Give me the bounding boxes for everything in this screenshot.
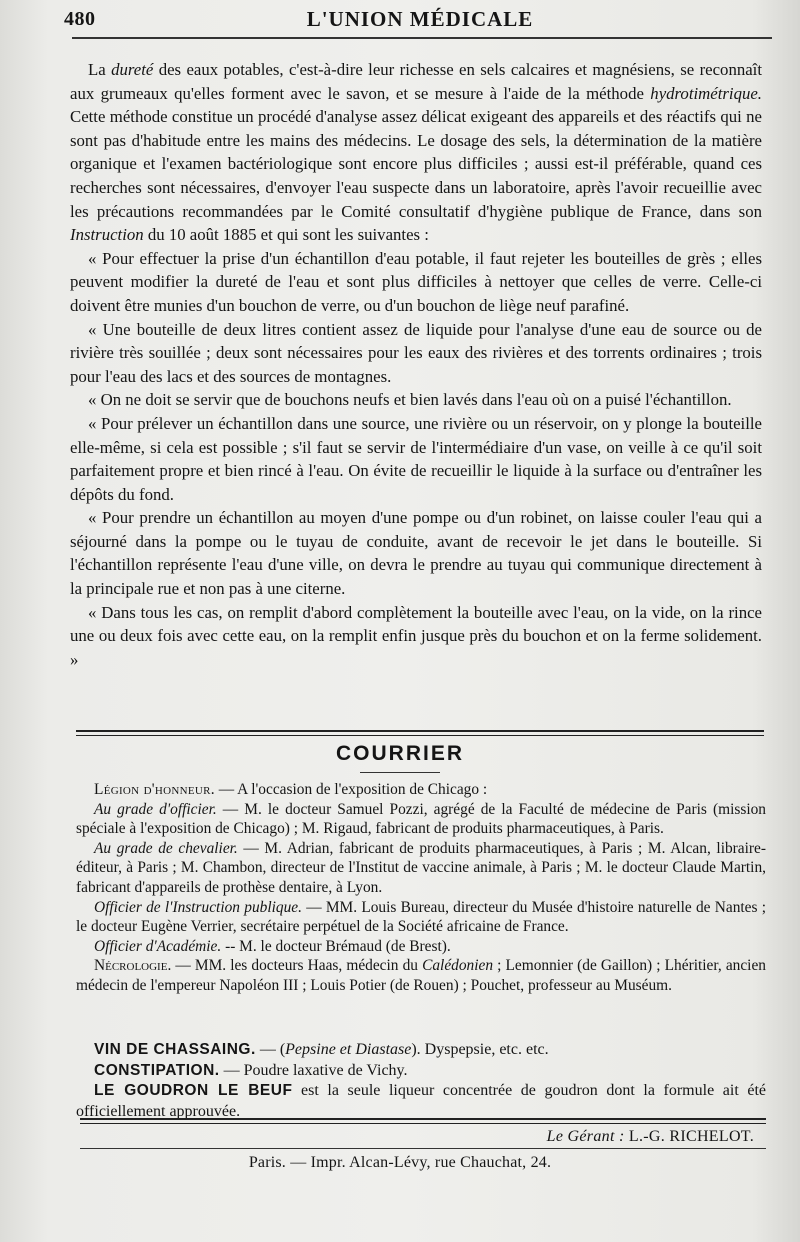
news-label: Légion d'honneur. [94,781,215,798]
news-label: Officier de l'Instruction publique. [94,898,302,916]
section-rule [76,735,764,736]
text-run: du 10 août 1885 et qui sont les suivantes : [143,225,429,245]
courrier-news [76,780,766,996]
italic-term: Instruction [70,225,144,245]
gerant-signature [547,1128,754,1146]
text-run: La [88,60,112,79]
ad-italic: Pepsine et Diastase [285,1041,412,1058]
ad-brand: LE GOUDRON LE BEUF [94,1082,293,1099]
text-run: des eaux potables, c'est-à-dire leur richesse en sels calcaires et magnésiens, se reconnaît aux grumeaux qu'elles forment avec le savon, et se mesure à l'aide de la méthode [70,60,762,103]
italic-term: hydrotimétrique. [650,83,762,103]
ad-brand: CONSTIPATION. [94,1061,220,1079]
italic-term: dureté [111,60,154,79]
ad-item [76,1081,766,1122]
section-title: COURRIER [335,742,464,765]
running-title: L'UNION MÉDICALE [306,7,534,31]
ad-text: ). Dyspepsie, etc. etc. [411,1041,549,1058]
article-paragraph [70,58,762,247]
ad-text: — ( [255,1041,286,1058]
news-label: Officier d'Académie. [94,937,222,955]
news-text: — A l'occasion de l'exposition de Chicago : [214,781,488,798]
news-label: Nécrologie. [94,957,172,975]
news-text: — M. Adrian, fabricant de produits pharmaceutiques, à Paris ; M. Alcan, libraire-éditeur, à Paris ; M. Chambon, directeur de l'Institut de vaccine animale, à Paris ; M. le docteur Claude Martin, fabricant d'appareils de prothèse dentaire, à Lyon. [76,839,766,896]
footer-rule [80,1123,766,1124]
news-text: — MM. Louis Bureau, directeur du Musée d'histoire naturelle de Nantes ; le docteur Eugène Verrier, secrétaire perpétuel de la Société africaine de France. [76,898,767,936]
printer-imprint: Paris. — Impr. Alcan-Lévy, rue Chauchat, 24. [248,1154,552,1171]
news-item [76,800,766,839]
ad-item [76,1040,766,1061]
title-rule [360,772,440,773]
gerant-label: Le Gérant : [546,1128,625,1145]
news-item [76,839,766,898]
article-body [70,58,762,671]
gerant-name: L.-G. RICHELOT. [624,1128,754,1145]
page-number: 480 [64,8,96,30]
footer-rule [80,1118,766,1120]
news-text: ; Lemonnier (de Gaillon) ; Lhéritier, ancien médecin de l'empereur Napoléon III ; Louis Potier (de Rouen) ; Pouchet, professeur au Muséum. [76,957,766,994]
article-paragraph: « Dans tous les cas, on remplit d'abord complètement la bouteille avec l'eau, on la vide, on la rince une ou deux fois avec cette eau, on la remplit enfin jusque près du bouchon et on la ferme solidement. » [70,602,762,669]
article-paragraph: « On ne doit se servir que de bouchons neufs et bien lavés dans l'eau où on a puisé l'échantillon. [88,390,732,410]
article-paragraph: « Pour prendre un échantillon au moyen d'une pompe ou d'un robinet, on laisse couler l'eau qui a séjourné dans la pompe ou le tuyau de conduite, avant de recevoir le jet dans le bouteille. Si l'échantillon représente l'eau d'une ville, on devra le prendre au tuyau qui communique directement à la principale rue et non pas à une citerne. [70,508,762,599]
imprint-rule [80,1148,766,1149]
ad-item [76,1061,766,1082]
article-paragraph: « Pour prélever un échantillon dans une source, une rivière ou un réservoir, on y plonge la bouteille elle-même, si cela est possible ; s'il faut se servir de l'intermédiaire d'un vase, on veille à ce qu'il soit parfaitement propre et bien rincé à l'eau. On évite de recueillir le liquide à la surface ou d'entraîner les dépôts du fond. [70,413,762,504]
ad-text: — Poudre laxative de Vichy. [219,1061,408,1079]
text-run: Cette méthode constitue un procédé d'analyse assez délicat exigeant des appareils et des réactifs qui ne sont pas d'habitude entre les mains des médecins. Le dosage des sels, la détermination de la matière organique et l'examen bactériologique sont encore plus difficiles ; aussi est-il préférable, quand ces recherches sont nécessaires, d'envoyer l'eau suspecte dans un laboratoire, après l'avoir recueillie avec les précautions recommandées par le Comité consultatif d'hygiène publique de France, dans son [70,107,762,221]
news-item [76,780,766,800]
news-label: Au grade d'officier. [94,800,217,818]
news-italic: Calédonien [422,957,494,975]
news-text: -- M. le docteur Brémaud (de Brest). [221,937,451,955]
article-paragraph: « Pour effectuer la prise d'un échantillon d'eau potable, il faut rejeter les bouteilles de grès ; elles peuvent modifier la dureté de l'eau et sont plus difficiles à nettoyer que celles de verre. Celle-ci doivent être munies d'un bouchon de verre, ou d'un bouchon de liège neuf parafiné. [70,248,762,315]
ad-brand: VIN DE CHASSAING. [94,1041,256,1058]
news-text: — MM. les docteurs Haas, médecin du [171,957,423,975]
advertisements [76,1040,766,1122]
article-paragraph: « Une bouteille de deux litres contient assez de liquide pour l'analyse d'une eau de source ou de rivière très souillée ; deux sont nécessaires pour les eaux des rivières et des torrents ordinaires ; trois pour l'eau des lacs et des sources de montagnes. [70,319,762,386]
header-rule [72,37,772,39]
ad-text: est la seule liqueur concentrée de goudron dont la formule ait été officiellement approuvée. [76,1082,766,1120]
news-item [76,956,766,995]
news-label: Au grade de chevalier. [94,839,238,857]
page-header [62,6,778,32]
news-text: — M. le docteur Samuel Pozzi, agrégé de la Faculté de médecine de Paris (mission spéciale à l'exposition de Chicago) ; M. Rigaud, fabricant de produits pharmaceutiques, à Paris. [76,800,766,838]
news-item [76,937,766,957]
section-rule [76,730,764,732]
news-item [76,898,766,937]
